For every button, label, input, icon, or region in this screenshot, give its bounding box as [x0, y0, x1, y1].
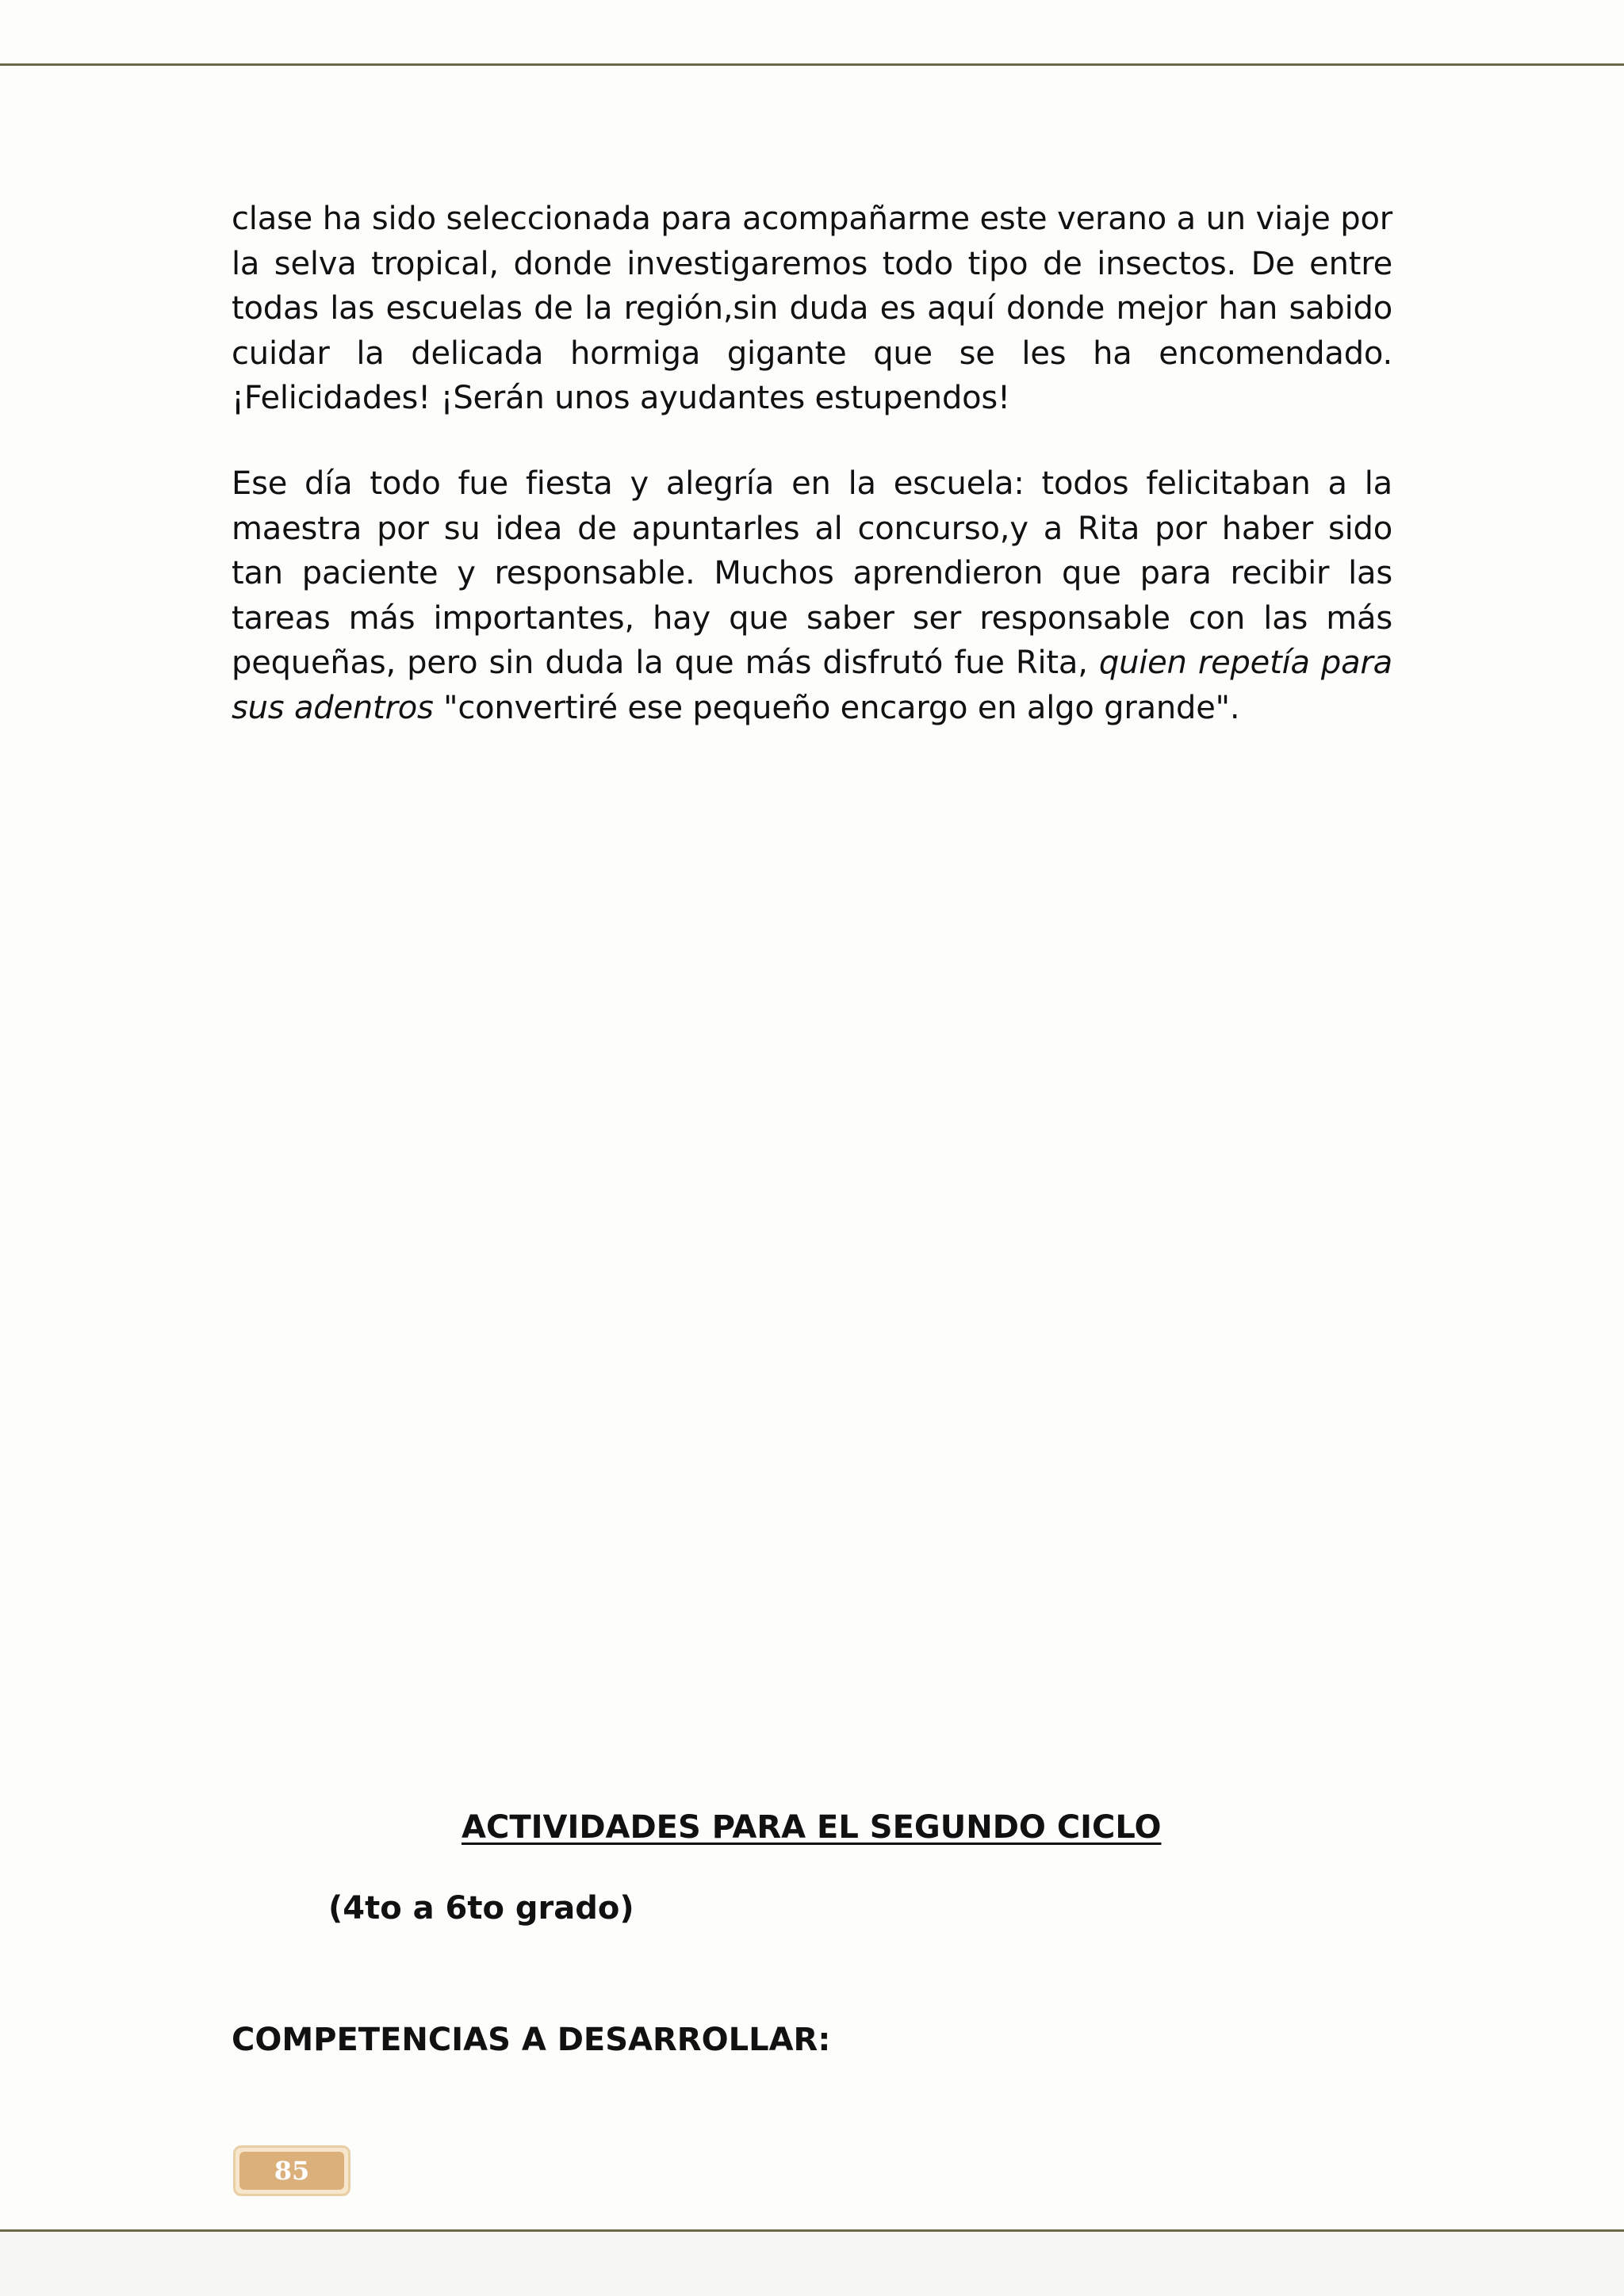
paragraph-2-italic-text: quien repetía para sus adentros	[232, 645, 1392, 726]
page-number: 85	[239, 2152, 344, 2190]
header-rule	[0, 63, 1624, 66]
story-paragraph-2	[232, 461, 1392, 730]
page-number-badge	[233, 2145, 350, 2196]
paragraph-2-text: Ese día todo fue fiesta y alegría en la escuela: todos felicitaban a la maestra por su idea de apuntarles al concurso,y a Rita por haber sido tan paciente y responsable. Muchos aprendieron que para recibir las tareas más importantes, hay que saber ser responsable con las más pequeñas, pero sin duda la que más disfrutó fue Rita,	[232, 465, 1392, 681]
grade-range: (4to a 6to grado)	[328, 1890, 634, 1927]
section-title: ACTIVIDADES PARA EL SEGUNDO CICLO	[462, 1809, 1162, 1846]
footer-rule	[0, 2229, 1624, 2232]
paragraph-2-closing-quote: "convertiré ese pequeño encargo en algo grande".	[433, 689, 1240, 726]
footer-band	[0, 2231, 1624, 2296]
story-paragraph-1: clase ha sido seleccionada para acompañarme este verano a un viaje por la selva tropical, donde investigaremos todo tipo de insectos. De entre todas las escuelas de la región,sin duda es aquí donde mejor han sabido cuidar la delicada hormiga gigante que se les ha encomendado. ¡Felicidades! ¡Serán unos ayudantes estupendos!	[232, 201, 1392, 416]
competencies-heading: COMPETENCIAS A DESARROLLAR:	[232, 2022, 831, 2058]
